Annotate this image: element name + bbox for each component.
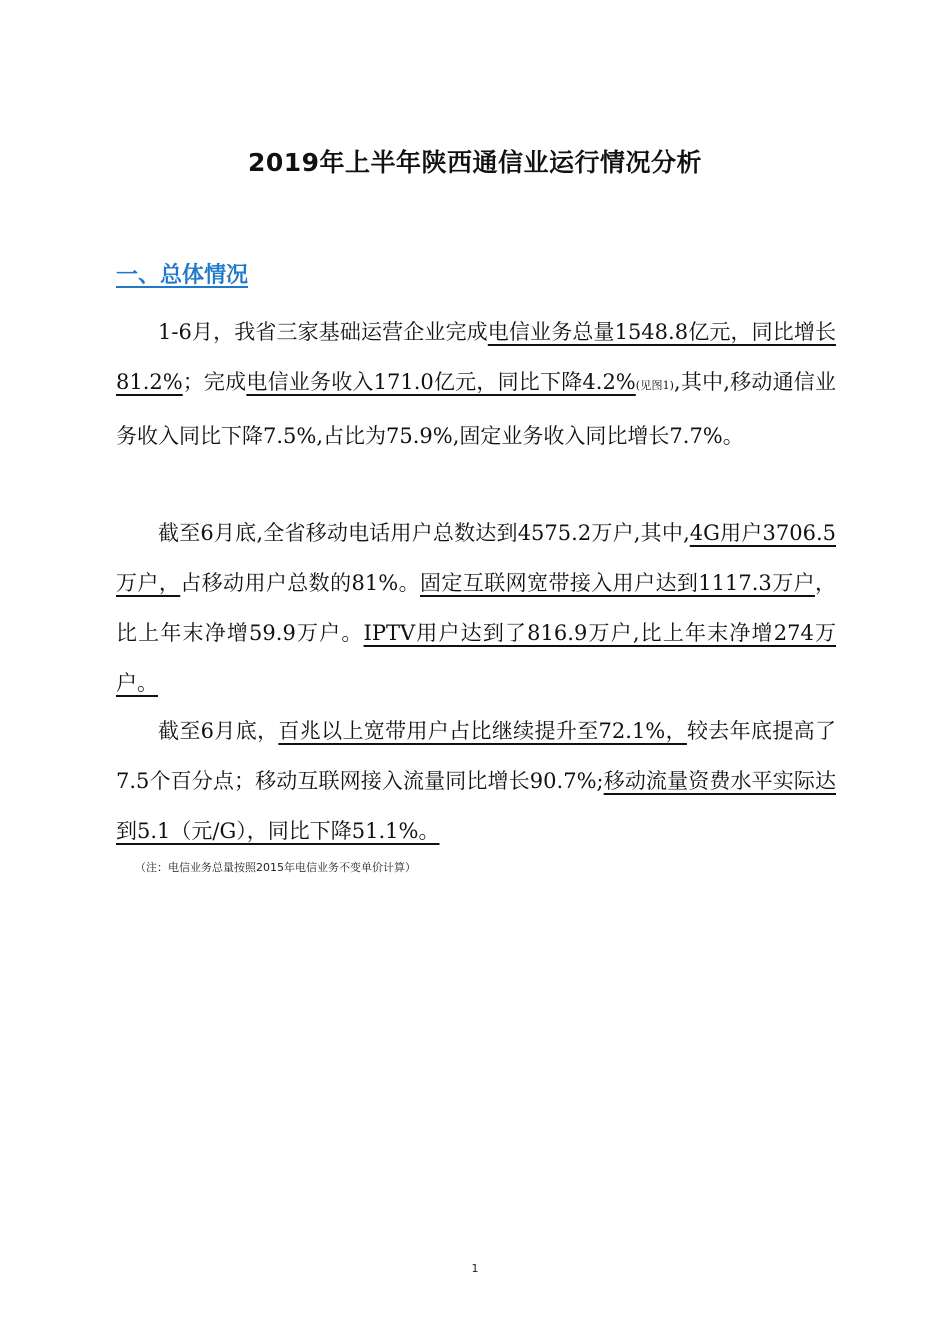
paragraph-text: 截至6月底， bbox=[158, 719, 279, 743]
underlined-highlight: IPTV用户达到了816.9万户,比上年末净增274万户。 bbox=[116, 621, 836, 695]
paragraph-text: 1-6月，我省三家基础运营企业完成 bbox=[158, 320, 488, 344]
paragraph-text: 占移动用户总数的81%。 bbox=[180, 571, 420, 595]
paragraph-text: ，比上年末净增59.9万户。 bbox=[116, 571, 837, 645]
underlined-highlight: 移动流量资费水平实际达到5.1（元/G），同比下降51.1%。 bbox=[116, 769, 837, 843]
underlined-highlight: 百兆以上宽带用户占比继续提升至72.1%， bbox=[278, 719, 687, 743]
section-heading-overview: 一、总体情况 bbox=[116, 263, 249, 288]
page-number: 1 bbox=[471, 1262, 479, 1275]
paragraph-text: 较去年底提高了7.5个百分点；移动互联网接入流量同比增长90.7%; bbox=[116, 719, 837, 793]
document-title: 2019年上半年陕西通信业运行情况分析 bbox=[247, 148, 703, 177]
paragraph-text: ；完成 bbox=[182, 370, 247, 394]
paragraph-text: 截至6月底,全省移动电话用户总数达到4575.2万户,其中, bbox=[158, 521, 690, 545]
underlined-highlight: 固定互联网宽带接入用户达到1117.3万户 bbox=[420, 571, 816, 595]
paragraph-overview bbox=[116, 307, 836, 461]
figure-reference: (见图1) bbox=[635, 379, 674, 392]
underlined-highlight: 电信业务收入171.0亿元，同比下降4.2% bbox=[246, 370, 636, 394]
underlined-highlight: 电信业务总量1548.8亿元，同比增长81.2% bbox=[116, 320, 836, 394]
paragraph-text: ,其中,移动通信业务收入同比下降7.5%,占比为75.9%,固定业务收入同比增长7.7%。 bbox=[116, 370, 837, 448]
underlined-highlight: 4G用户3706.5万户， bbox=[116, 521, 836, 595]
footnote: （注：电信业务总量按照2015年电信业务不变单价计算） bbox=[135, 861, 416, 874]
paragraph-broadband bbox=[116, 706, 836, 856]
paragraph-users bbox=[116, 508, 836, 708]
